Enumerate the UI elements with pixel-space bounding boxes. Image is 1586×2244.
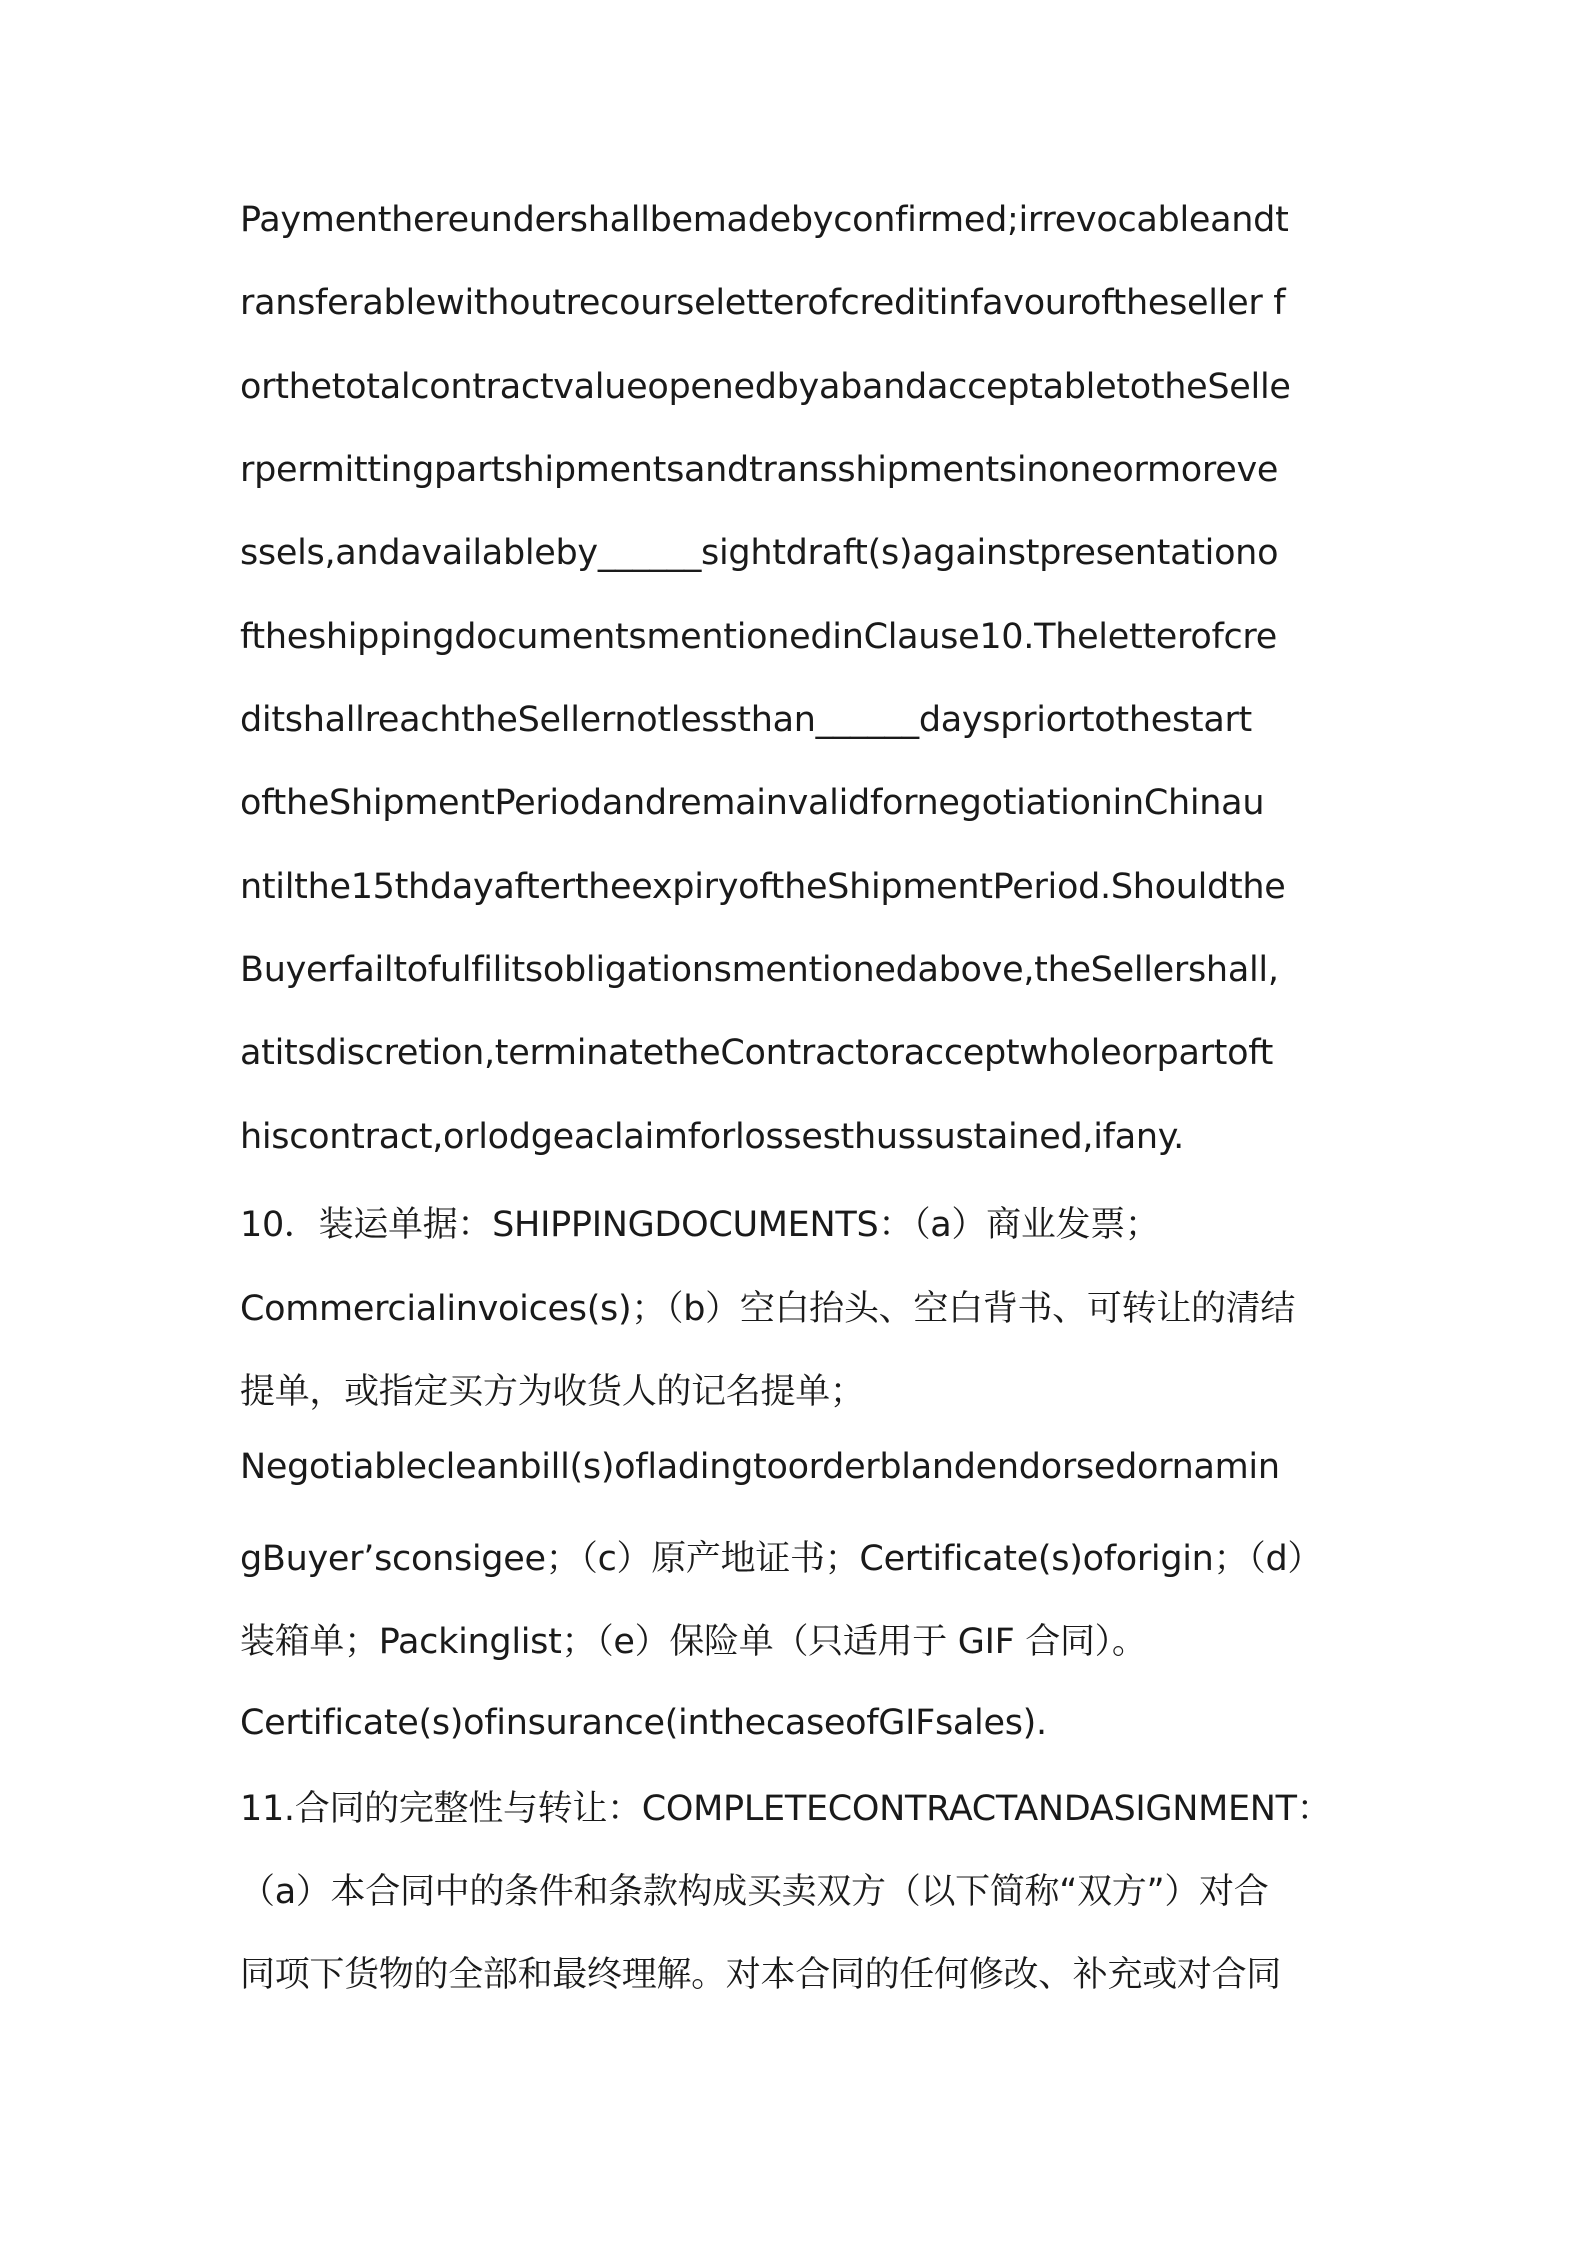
text-line: Negotiablecleanbill(s)ofladingtoorderblandendorsedornamin: [240, 1447, 1280, 1488]
text-line: gBuyer’sconsigee；（c）原产地证书；Certificate(s)oforigin；（d）: [240, 1538, 1323, 1579]
text-line: orthetotalcontractvalueopenedbyabandacceptabletotheSelle: [240, 366, 1291, 407]
text-line: oftheShipmentPeriodandremainvalidfornegotiationinChinau: [240, 783, 1265, 824]
text-line: 装箱单；Packinglist；（e）保险单（只适用于 GIF 合同）。: [240, 1622, 1147, 1662]
text-line: 提单，或指定买方为收货人的记名提单；: [240, 1371, 865, 1412]
text-line: Buyerfailtofulfilitsobligationsmentionedabove,theSellershall,: [240, 950, 1279, 991]
text-line: ftheshippingdocumentsmentionedinClause10.Theletterofcre: [240, 616, 1277, 657]
text-line: 同项下货物的全部和最终理解。对本合同的任何修改、补充或对合同: [240, 1955, 1282, 1996]
text-line: Certificate(s)ofinsurance(inthecaseofGIFsales).: [240, 1703, 1047, 1744]
text-line: Commercialinvoices(s)；（b）空白抬头、空白背书、可转让的清结: [240, 1288, 1296, 1329]
text-line: ditshallreachtheSellernotlessthan______dayspriortothestart: [240, 700, 1252, 741]
text-line: atitsdiscretion,terminatetheContractoracceptwholeorpartoft: [240, 1033, 1274, 1074]
text-line: （a）本合同中的条件和条款构成买卖双方（以下简称“双方”）对合: [240, 1872, 1269, 1913]
clause-11-heading: 11.合同的完整性与转让：COMPLETECONTRACTANDASIGNMENT：: [240, 1788, 1332, 1829]
text-line: ntilthe15thdayaftertheexpiryoftheShipmentPeriod.Shouldthe: [240, 866, 1286, 907]
text-line: hiscontract,orlodgeaclaimforlossesthussustained,ifany.: [240, 1116, 1184, 1157]
text-line: ssels,andavailableby______sightdraft(s)againstpresentationo: [240, 533, 1279, 574]
text-line: ransferablewithoutrecourseletterofcreditinfavouroftheseller f: [240, 283, 1286, 324]
text-line: rpermittingpartshipmentsandtransshipmentsinoneormoreve: [240, 450, 1279, 491]
clause-10-heading: 10．装运单据：SHIPPINGDOCUMENTS：（a）商业发票；: [240, 1205, 1160, 1246]
text-line: Paymenthereundershallbemadebyconfirmed;irrevocableandt: [240, 200, 1289, 240]
